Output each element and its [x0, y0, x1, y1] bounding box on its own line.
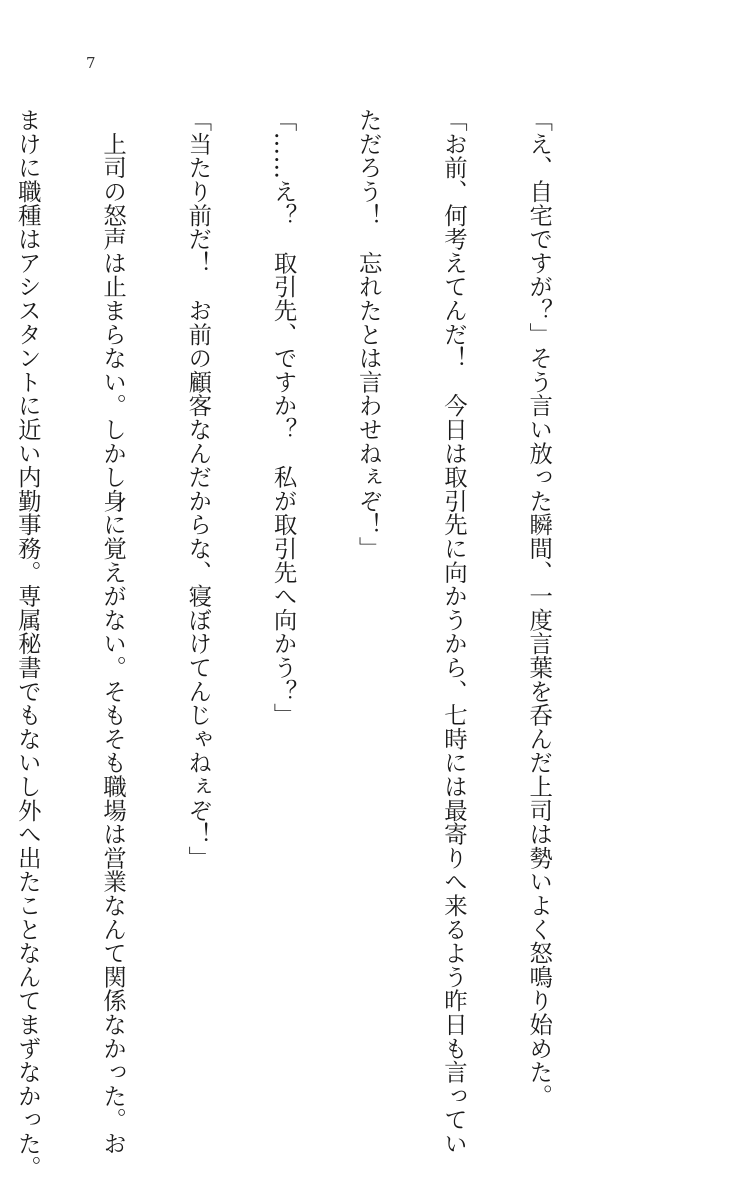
text-line: まけに職種はアシスタントに近い内勤事務。専属秘書でもないし外へ出たことなんてまずなかった。: [13, 108, 42, 1179]
text-line: ただろう！ 忘れたとは言わせねぇぞ！」: [354, 108, 383, 561]
text-line: 「……え？ 取引先、ですか？ 私が取引先へ向かう？」: [269, 108, 298, 727]
text-line: 「え、自宅ですが？」そう言い放った瞬間、一度言葉を呑んだ上司は勢いよく怒鳴り始めた。: [525, 108, 554, 1108]
text-line: 「当たり前だ！ お前の顧客なんだからな、寝ぼけてんじゃねぇぞ！」: [184, 108, 213, 870]
page-number: 7: [86, 54, 96, 72]
text-line: 「お前、何考えてんだ！ 今日は取引先に向かうから、七時には最寄りへ来るよう昨日も言ってい: [439, 108, 468, 1156]
text-line: 上司の怒声は止まらない。しかし身に覚えがない。そもそも職場は営業なんて関係なかった。お: [99, 108, 128, 1156]
vertical-text-block: [0, 108, 610, 1179]
